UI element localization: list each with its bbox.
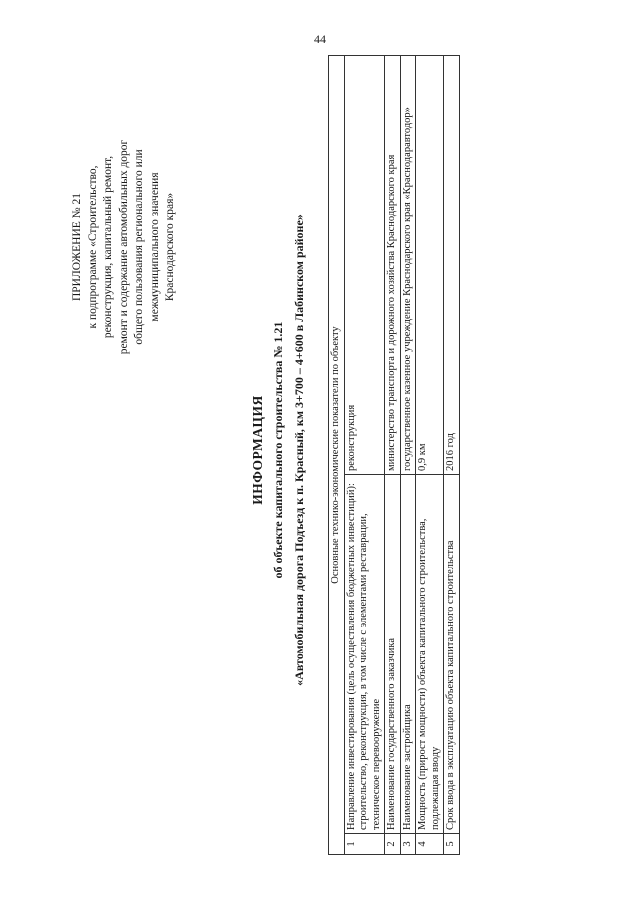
appendix-line: межмуниципального значения <box>148 172 161 322</box>
indicators-table <box>328 55 460 855</box>
table-header: Основные технико-экономические показатели по объекту <box>329 56 345 855</box>
row-value: государственное казенное учреждение Краснодарского края «Краснодаравтодор» <box>400 56 416 475</box>
page-number: 44 <box>314 32 326 46</box>
appendix-line: к подпрограмме «Строительство, <box>86 165 99 329</box>
appendix-line: ремонт и содержание автомобильных дорог <box>117 139 130 355</box>
row-label: Срок ввода в эксплуатацию объекта капитального строительства <box>444 475 460 834</box>
row-value: 2016 год <box>444 56 460 475</box>
table-header-row <box>329 56 345 855</box>
row-value: 0,9 км <box>416 56 444 475</box>
appendix-line: реконструкция, капитальный ремонт, <box>102 155 114 339</box>
row-number: 3 <box>400 834 416 855</box>
row-label: Наименование застройщика <box>400 475 416 834</box>
document-subtitle: об объекте капитального строительства № 1.21 <box>271 321 285 579</box>
appendix-block <box>70 77 179 417</box>
row-label: Направление инвестирования (цель осуществления бюджетных инвестиций): строительство, реконструкция, в том числе с элементами реставрации, техническое перевооружение <box>344 475 385 834</box>
table-row <box>416 56 444 855</box>
appendix-line: Краснодарского края» <box>164 192 176 302</box>
row-number: 1 <box>344 834 385 855</box>
appendix-line: ПРИЛОЖЕНИЕ № 21 <box>71 193 83 302</box>
row-number: 2 <box>385 834 401 855</box>
document-title: ИНФОРМАЦИЯ <box>250 395 265 505</box>
row-value: министерство транспорта и дорожного хозяйства Краснодарского края <box>385 56 401 475</box>
row-number: 4 <box>416 834 444 855</box>
row-label: Мощность (прирост мощности) объекта капитального строительства, подлежащая вводу <box>416 475 444 834</box>
table-row <box>400 56 416 855</box>
appendix-line: общего пользования регионального или <box>133 149 145 345</box>
table-row <box>385 56 401 855</box>
rotated-sheet <box>70 35 630 865</box>
table-row <box>444 56 460 855</box>
row-value: реконструкция <box>344 56 385 475</box>
table-row <box>344 56 385 855</box>
row-label: Наименование государственного заказчика <box>385 475 401 834</box>
object-name: «Автомобильная дорога Подъезд к п. Красный, км 3+700 – 4+600 в Лабинском районе» <box>292 214 306 686</box>
row-number: 5 <box>444 834 460 855</box>
